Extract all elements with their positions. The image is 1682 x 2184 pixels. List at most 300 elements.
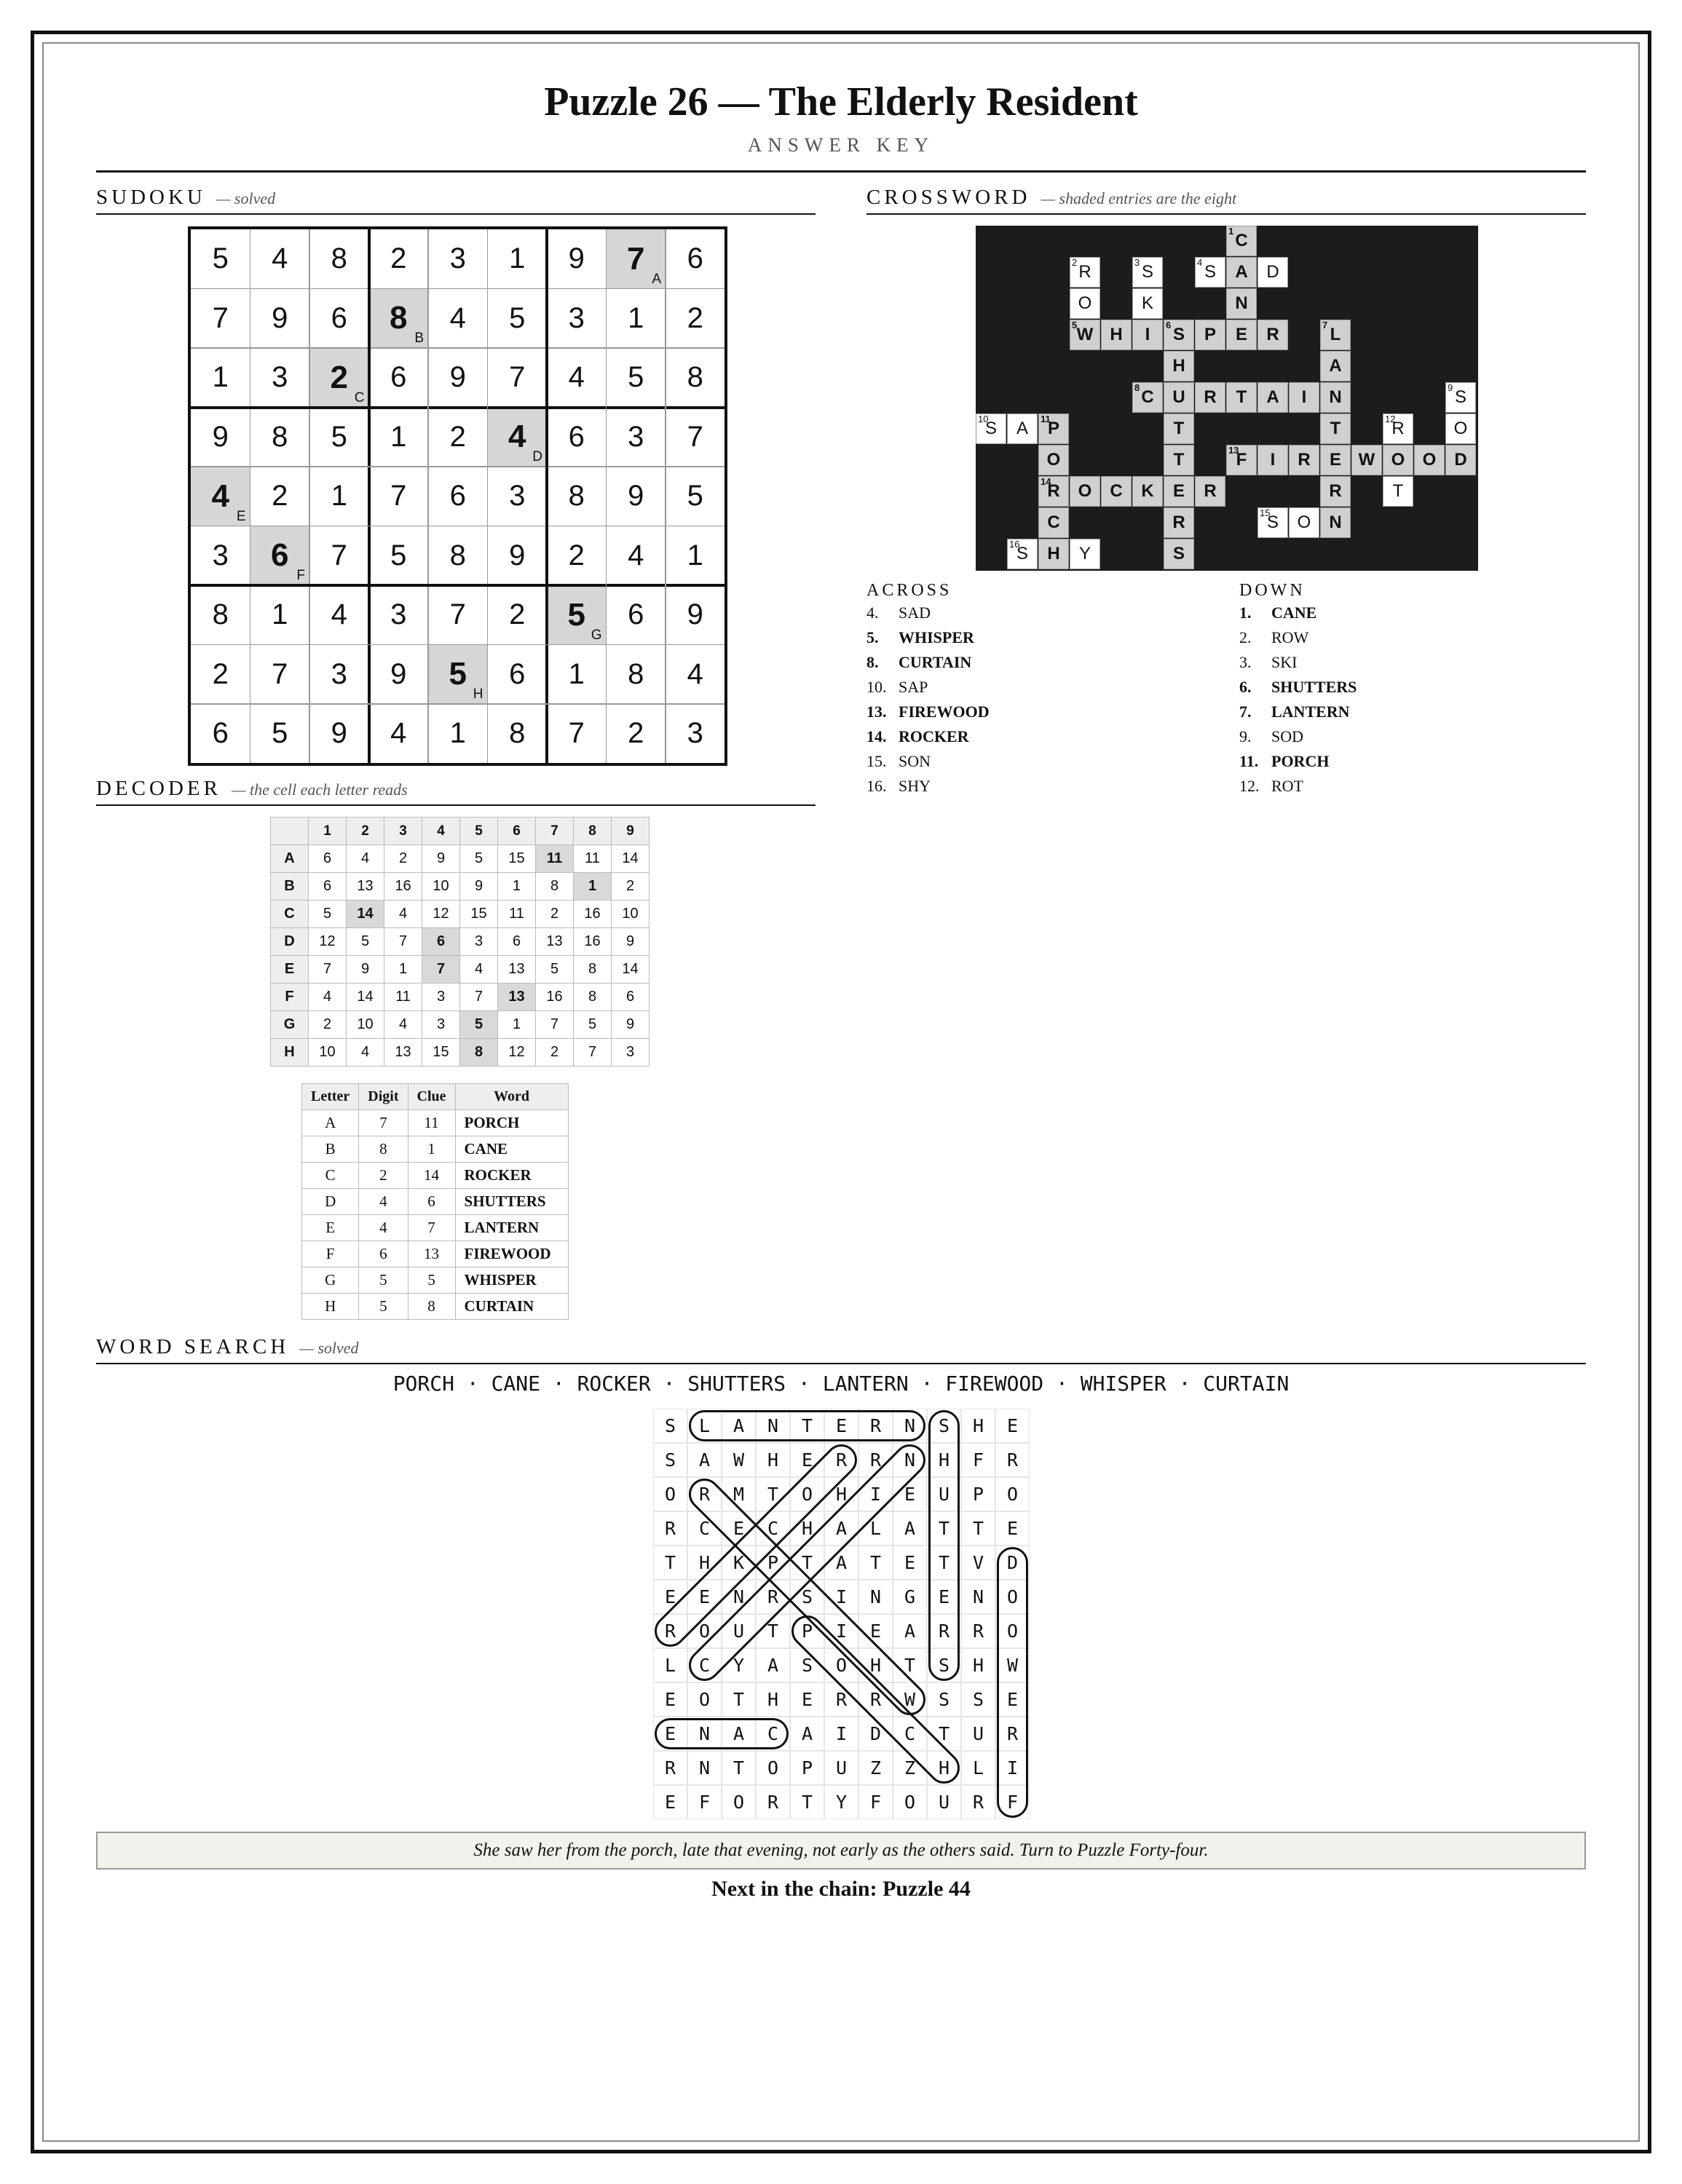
crossword-number: 3 [1134,257,1140,268]
crossword-letter: N [1329,513,1342,532]
sudoku-cell [428,585,488,645]
decoder-cell: 12 [309,928,347,956]
decoder-cell: 14 [347,984,384,1011]
decoder-cell: 4 [384,1011,422,1039]
decoder-col-header: 7 [536,818,574,845]
sudoku-cell [488,704,548,764]
sudoku-digit: 7 [687,420,703,453]
wordsearch-letter: O [687,1614,722,1648]
sudoku-digit: 6 [449,480,466,513]
sudoku-cell [666,704,725,764]
decoder-row-header: D [271,928,309,956]
crossword-letter: H [1110,325,1123,344]
key-cell: 6 [408,1189,455,1215]
crossword-letter: O [1078,481,1092,501]
sudoku-cell [369,408,429,467]
wordsearch-letter: S [927,1409,961,1443]
decoder-row-header: H [271,1039,309,1067]
wordsearch-letter: U [824,1751,858,1785]
crossword-cell [1383,414,1413,444]
wordsearch-letter: F [687,1785,722,1819]
decoder-cell: 9 [460,873,498,901]
wordsearch-letter: D [995,1546,1030,1580]
sudoku-digit: 9 [628,480,644,513]
found-word-outline-porch [786,1610,965,1789]
sudoku-digit: 1 [212,361,229,394]
sudoku-digit: 8 [272,420,288,453]
sudoku-cell [547,229,607,289]
key-row [302,1136,569,1163]
wordsearch-letter: R [687,1477,722,1511]
sudoku-digit: 8 [449,539,466,571]
sudoku-digit: 9 [212,420,229,453]
decoder-cell: 9 [422,845,460,873]
sudoku-digit: 3 [390,598,407,631]
crossword-letter: O [1453,419,1468,438]
decoder-row-header: A [271,845,309,873]
crossword-cell [1289,445,1319,475]
key-row [302,1163,569,1189]
crossword-cell [1007,414,1038,444]
crossword-cell [1101,320,1132,350]
crossword-letter: S [1172,325,1185,344]
sudoku-digit: 5 [509,301,526,334]
decoder-cell: 9 [347,956,384,984]
decoder-cell: 5 [460,845,498,873]
wordsearch-letter: T [790,1546,824,1580]
crossword-letter: R [1047,481,1060,501]
sudoku-digit: 3 [449,242,466,275]
decoder-row [271,1011,649,1039]
key-cell: 8 [408,1294,455,1320]
sudoku-digit: 7 [449,598,466,631]
decoder-cell: 8 [460,1039,498,1067]
sudoku-digit: 3 [509,480,526,513]
sudoku-cell [428,289,488,349]
sudoku-cell [428,408,488,467]
decoder-cell: 16 [574,901,612,928]
crossword-cell [1070,539,1100,569]
wordsearch-letter: A [893,1511,927,1546]
sudoku-cell [250,526,310,586]
crossword-cell [1164,445,1194,475]
decoder-cell: 9 [612,1011,649,1039]
sudoku-cell [607,645,666,705]
crossword-letter: H [1172,356,1185,376]
crossword-letter: T [1173,419,1185,438]
sudoku-gridline [427,229,429,763]
sudoku-gridline [487,229,489,763]
key-cell: 7 [359,1110,408,1136]
crossword-cell [1289,382,1319,413]
wordsearch-letter: H [756,1682,790,1717]
crossword-letter: C [1047,513,1060,532]
decoder-heading [96,777,816,806]
wordsearch-letter: N [893,1443,927,1477]
decoder-cell: 13 [384,1039,422,1067]
sudoku-gridline [665,229,666,763]
crossword-letter: I [1270,450,1276,470]
decoder-cell: 6 [498,928,536,956]
decoder-col-header: 6 [498,818,536,845]
decoder-cell: 11 [384,984,422,1011]
wordsearch-letter: R [858,1409,893,1443]
wordsearch-letter: U [927,1477,961,1511]
key-cell: 4 [359,1215,408,1241]
sudoku-cell [250,408,310,467]
sudoku-digit: 1 [509,242,526,275]
sudoku-digit: 8 [331,242,347,275]
wordsearch-letter: I [858,1477,893,1511]
sudoku-cell [607,704,666,764]
across-heading: ACROSS [866,581,952,600]
crossword-cell [1257,507,1288,538]
decoder-cell: 7 [574,1039,612,1067]
decoder-col-header: 1 [309,818,347,845]
wordsearch-letter: T [961,1511,995,1546]
crossword-letter: R [1266,325,1279,344]
crossword-cell [1132,320,1163,350]
sudoku-gridline [191,584,724,587]
wordsearch-letter: O [790,1477,824,1511]
crossword-letter: E [1329,450,1341,470]
sudoku-cell [607,289,666,349]
wordsearch-letter: H [756,1443,790,1477]
decoder-cell: 12 [498,1039,536,1067]
crossword-cell [1164,507,1194,538]
wordsearch-letter: E [824,1409,858,1443]
crossword-letter: T [1173,450,1185,470]
crossword-letter: E [1235,325,1247,344]
decoder-cell: 10 [347,1011,384,1039]
sudoku-digit: 6 [212,717,229,750]
clue-answer: SHUTTERS [1271,678,1357,696]
page-subtitle: ANSWER KEY [747,134,935,156]
sudoku-heading [96,186,816,215]
wordsearch-letter: R [653,1614,687,1648]
clue-number: 5. [866,628,879,646]
crossword-number: 4 [1197,257,1203,268]
wordsearch-letter: R [824,1443,858,1477]
clue-number: 6. [1239,678,1252,696]
sudoku-cell [428,229,488,289]
sudoku-digit: 8 [628,657,644,690]
sudoku-cell [428,645,488,705]
decoder-col-header: 2 [347,818,384,845]
wordsearch-letter: S [927,1648,961,1682]
found-word-outline-curtain [684,1439,931,1686]
crossword-cell [1226,382,1257,413]
sudoku-gridline [250,229,251,763]
crossword-letter: S [1016,544,1028,563]
wordsearch-letter: P [790,1751,824,1785]
sudoku-cell [666,408,725,467]
sudoku-digit: 5 [272,717,288,750]
decoder-cell: 1 [574,873,612,901]
key-cell: ROCKER [455,1163,568,1189]
sudoku-digit: 8 [390,300,408,336]
wordsearch-letter: T [653,1546,687,1580]
found-word-outline-whisper [684,1473,931,1720]
key-cell: 5 [359,1294,408,1320]
decoder-cell: 11 [536,845,574,873]
wordsearch-letter: F [858,1785,893,1819]
word-list: PORCH · CANE · ROCKER · SHUTTERS · LANTERN · FIREWOOD · WHISPER · CURTAIN [392,1372,1290,1396]
wordsearch-letter: I [824,1580,858,1614]
wordsearch-letter: R [756,1785,790,1819]
crossword-cell [1445,382,1476,413]
wordsearch-letter: E [858,1614,893,1648]
decoder-cell: 8 [574,956,612,984]
crossword-letter: N [1329,387,1342,407]
sudoku-digit: 3 [212,539,229,571]
sudoku-digit: 3 [628,420,644,453]
sudoku-digit: 2 [509,598,526,631]
crossword-number: 13 [1228,445,1239,456]
found-word-outline-shutters [930,1412,959,1680]
crossword-letter: H [1047,544,1060,563]
key-row [302,1189,569,1215]
wordsearch-letter: R [858,1443,893,1477]
sudoku-digit: 4 [390,717,407,750]
clue-answer: ROT [1271,777,1303,795]
key-cell: LANTERN [455,1215,568,1241]
wordsearch-letter: S [653,1443,687,1477]
sudoku-cell [191,645,250,705]
crossword-letter: S [1141,262,1153,282]
wordsearch-letter: F [995,1785,1030,1819]
wordsearch-letter: E [995,1511,1030,1546]
sudoku-digit: 8 [568,480,585,513]
wordsearch-letter: H [790,1511,824,1546]
sudoku-digit: 2 [449,420,466,453]
wordsearch-heading-text: WORD SEARCH [96,1335,290,1358]
crossword-cell [1226,320,1257,350]
crossword-number: 15 [1260,507,1271,518]
decoder-cell: 11 [498,901,536,928]
decoder-cell: 3 [460,928,498,956]
key-row [302,1241,569,1267]
sudoku-digit: 5 [567,596,585,633]
sudoku-gridline [191,288,724,290]
decoder-cell: 10 [612,901,649,928]
crossword-cell [1132,288,1163,319]
wordsearch-letter: N [893,1409,927,1443]
decoder-row-header: F [271,984,309,1011]
sudoku-gridline [191,526,724,527]
decoder-cell: 16 [574,928,612,956]
wordsearch-letter: L [858,1511,893,1546]
sudoku-cell [309,585,369,645]
crossword-cell [1351,445,1382,475]
crossword-cell [1414,445,1445,475]
wordsearch-letter: E [653,1717,687,1751]
decoder-row [271,928,649,956]
decoder-cell: 4 [347,1039,384,1067]
found-word-outline-lantern [690,1412,925,1441]
key-cell: C [302,1163,359,1189]
decoder-cell: 4 [384,901,422,928]
wordsearch-letter: E [722,1511,756,1546]
wordsearch-letter: O [995,1580,1030,1614]
clue-answer: SON [899,752,931,770]
sudoku-cell [488,467,548,526]
clue-number: 7. [1239,703,1252,721]
decoder-cell: 15 [498,845,536,873]
wordsearch-letter: N [722,1580,756,1614]
decoder-cell: 13 [498,956,536,984]
sudoku-cell [488,645,548,705]
decoder-cell: 7 [384,928,422,956]
wordsearch-letter: R [824,1682,858,1717]
crossword-letter: S [1266,513,1279,532]
decoder-cell: 1 [498,873,536,901]
sudoku-digit: 2 [687,301,703,334]
sudoku-digit: 9 [449,361,466,394]
sudoku-digit: 6 [331,301,347,334]
wordsearch-letter: S [790,1648,824,1682]
wordsearch-letter: T [893,1648,927,1682]
sudoku-cell [666,526,725,586]
wordsearch-letter: E [653,1682,687,1717]
sudoku-digit: 7 [212,301,229,334]
sudoku-digit: 1 [272,598,288,631]
key-cell: H [302,1294,359,1320]
sudoku-digit: 5 [687,480,703,513]
key-cell: FIREWOOD [455,1241,568,1267]
crossword-cell [1445,414,1476,444]
clue-answer: LANTERN [1271,703,1350,721]
wordsearch-letter: A [756,1648,790,1682]
sudoku-digit: 9 [331,717,347,750]
sudoku-cell [191,229,250,289]
crossword-letter: T [1392,481,1404,501]
sudoku-cell [309,467,369,526]
wordsearch-letter: E [995,1409,1030,1443]
crossword-number: 7 [1322,320,1328,331]
key-row [302,1294,569,1320]
sudoku-cell [369,585,429,645]
decoder-key-table [301,1083,569,1320]
wordsearch-letter: T [858,1546,893,1580]
key-col-header: Digit [359,1084,408,1110]
decoder-cell: 1 [384,956,422,984]
sudoku-digit: 1 [687,539,703,571]
hidden-message-box [96,1832,1586,1870]
crossword-letter: O [1391,450,1405,470]
crossword-cell [1164,539,1194,569]
sudoku-digit: 9 [272,301,288,334]
clue-answer: SKI [1271,653,1298,671]
sudoku-cell [369,229,429,289]
sudoku-cell [250,348,310,408]
clue-answer: ROW [1271,628,1309,646]
crossword-letter: N [1235,293,1248,313]
crossword-letter: T [1236,387,1247,407]
crossword-number: 5 [1072,320,1078,331]
wordsearch-letter: Z [858,1751,893,1785]
sudoku-cell [191,348,250,408]
sudoku-cell [488,289,548,349]
decoder-cell: 5 [574,1011,612,1039]
decoder-row [271,901,649,928]
sudoku-digit: 5 [628,361,644,394]
sudoku-digit: 1 [449,717,466,750]
sudoku-cell [191,289,250,349]
wordsearch-letter: H [927,1443,961,1477]
crossword-cell [1289,507,1319,538]
wordsearch-letter: P [790,1614,824,1648]
wordsearch-letter: K [722,1546,756,1580]
sudoku-digit: 6 [509,657,526,690]
wordsearch-letter: R [927,1614,961,1648]
wordsearch-letter: T [927,1511,961,1546]
crossword-letter: F [1236,450,1247,470]
wordsearch-letter: E [893,1477,927,1511]
crossword-number: 8 [1134,382,1140,393]
sudoku-cell [250,645,310,705]
wordsearch-letter: N [687,1717,722,1751]
decoder-cell: 12 [422,901,460,928]
crossword-letter: R [1172,513,1185,532]
crossword-cell [1164,414,1194,444]
wordsearch-letter: W [995,1648,1030,1682]
crossword-cell [1226,288,1257,319]
sudoku-cell [547,704,607,764]
crossword-letter: T [1330,419,1341,438]
sudoku-cell [607,348,666,408]
sudoku-cell [607,408,666,467]
sudoku-digit: 4 [508,419,526,455]
sudoku-digit: 6 [628,598,644,631]
sudoku-cell [309,289,369,349]
crossword-cell [1038,476,1069,507]
sudoku-grid [188,226,727,766]
crossword-number: 16 [1009,539,1020,550]
crossword-number: 2 [1072,257,1078,268]
sudoku-cell [369,467,429,526]
sudoku-cell [309,348,369,408]
crossword-cell [1383,476,1413,507]
sudoku-cell [666,229,725,289]
key-cell: CANE [455,1136,568,1163]
decoder-cell: 2 [612,873,649,901]
wordsearch-letter: H [927,1751,961,1785]
wordsearch-letter: G [893,1580,927,1614]
wordsearch-letter: O [995,1614,1030,1648]
sudoku-cell [488,229,548,289]
wordsearch-letter: T [756,1614,790,1648]
sudoku-digit: 4 [568,361,585,394]
sudoku-letter-tag: D [532,449,542,464]
crossword-letter: D [1266,262,1279,282]
crossword-cell [1070,257,1100,288]
decoder-cell: 3 [612,1039,649,1067]
sudoku-gridline [191,644,724,646]
clue-answer: ROCKER [899,727,969,745]
wordsearch-letter: S [790,1580,824,1614]
sudoku-digit: 4 [331,598,347,631]
decoder-cell: 11 [574,845,612,873]
decoder-cell: 4 [347,845,384,873]
crossword-letter: R [1391,419,1405,438]
wordsearch-letter: C [756,1717,790,1751]
wordsearch-letter: H [824,1477,858,1511]
wordsearch-letter: A [722,1409,756,1443]
key-cell: D [302,1189,359,1215]
found-word-outline-firewood [998,1548,1027,1817]
sudoku-gridline [191,466,724,467]
